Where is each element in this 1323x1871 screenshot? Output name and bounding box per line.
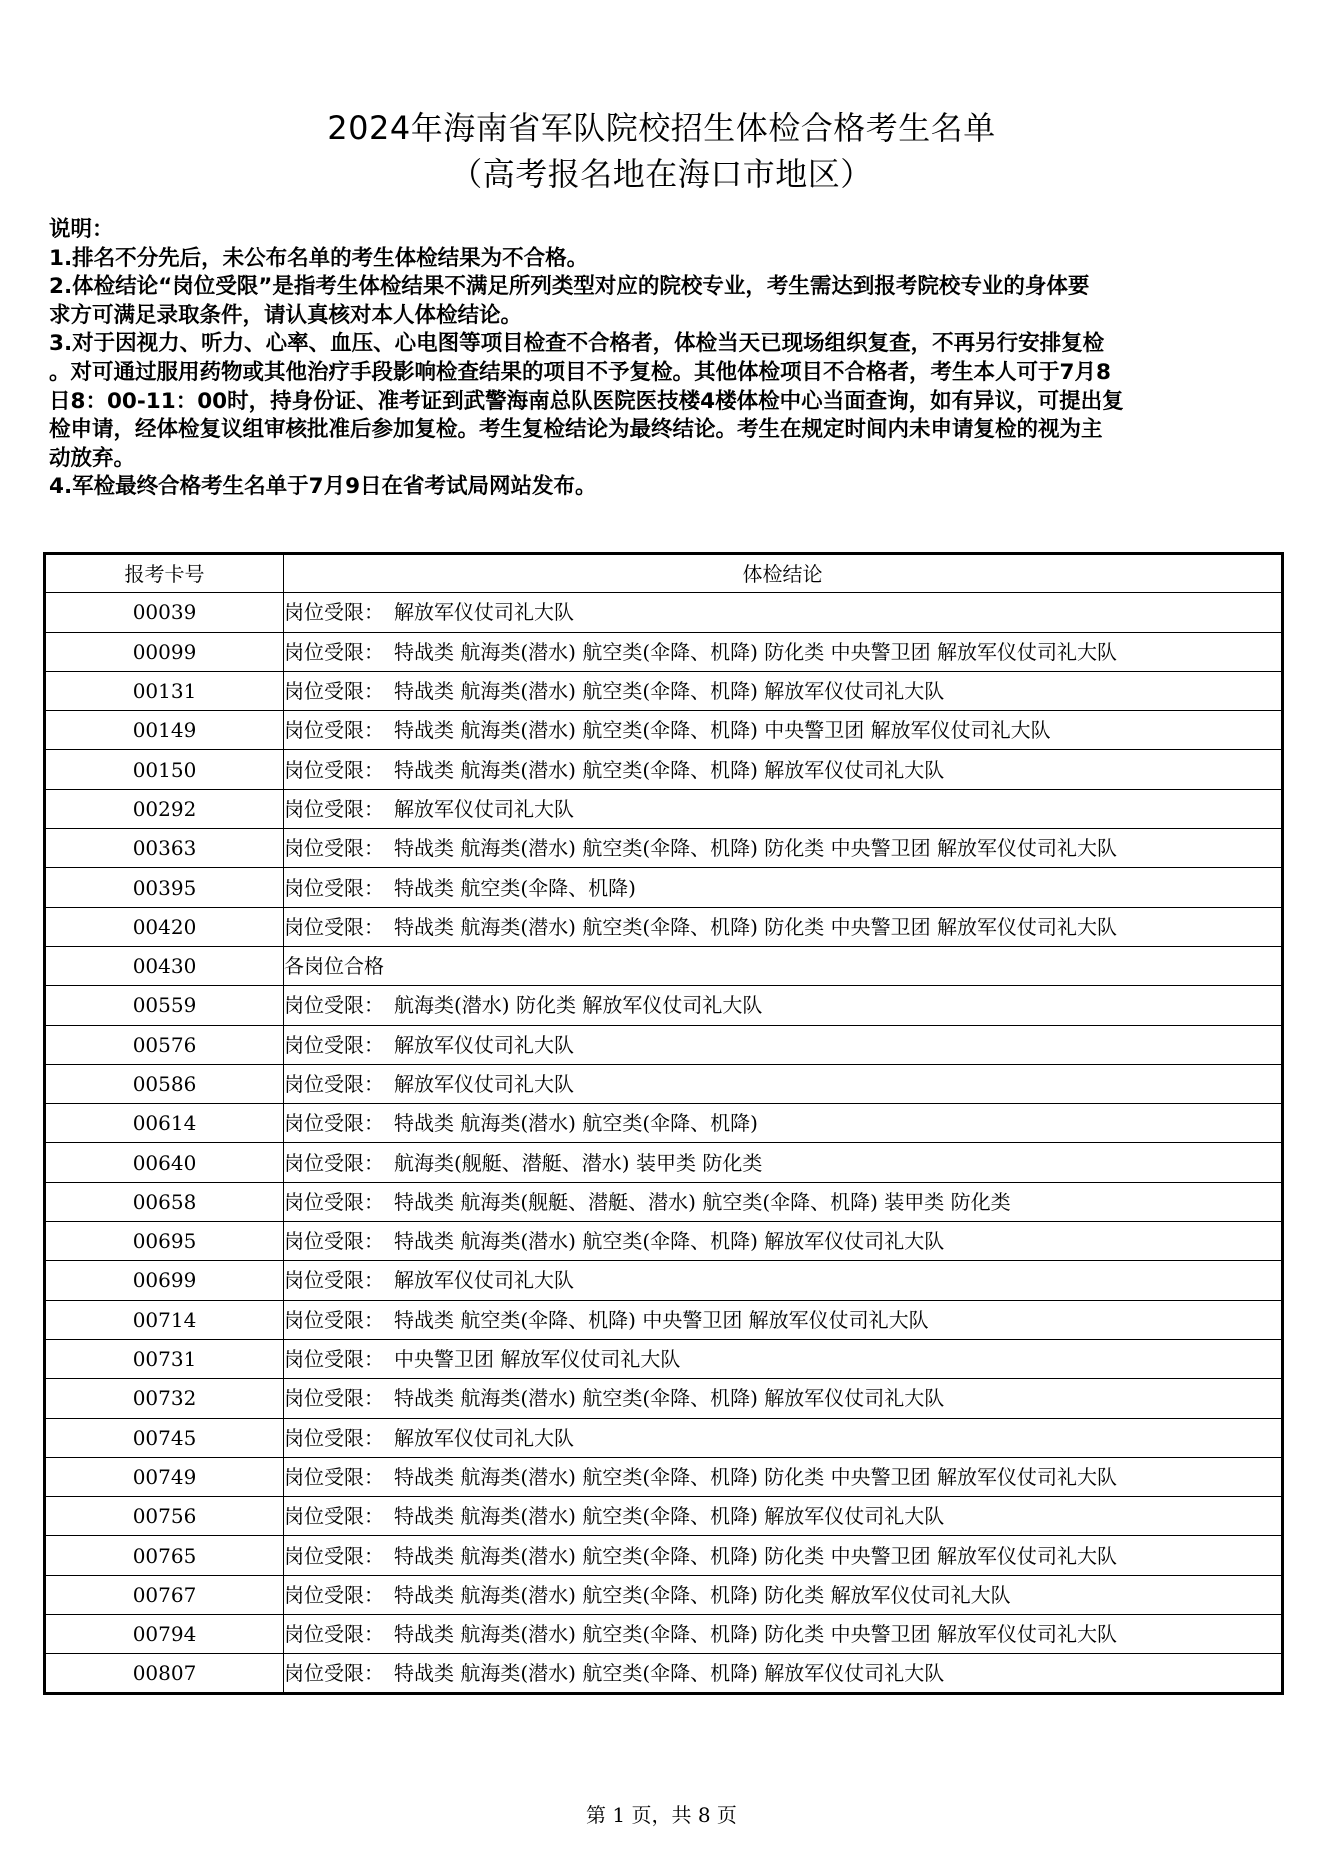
exam-result-cell: 岗位受限： 解放军仪仗司礼大队 [284,593,1283,632]
exam-result-cell: 岗位受限： 特战类 航海类(潜水) 航空类(伞降、机降) 解放军仪仗司礼大队 [284,750,1283,789]
table-row [45,1025,1283,1064]
table-row [45,1654,1283,1693]
table-row [45,1497,1283,1536]
card-number-cell: 00794 [45,1615,284,1654]
exam-result-cell: 岗位受限： 特战类 航海类(潜水) 航空类(伞降、机降) 防化类 中央警卫团 解放军仪仗司礼大队 [284,1536,1283,1575]
exam-result-cell: 岗位受限： 特战类 航海类(潜水) 航空类(伞降、机降) 防化类 中央警卫团 解放军仪仗司礼大队 [284,907,1283,946]
table-row [45,1261,1283,1300]
exam-result-cell: 岗位受限： 特战类 航空类(伞降、机降) [284,868,1283,907]
table-row [45,1182,1283,1221]
exam-result-cell: 岗位受限： 解放军仪仗司礼大队 [284,789,1283,828]
table-row [45,1064,1283,1103]
table-row [45,789,1283,828]
card-number-cell: 00732 [45,1379,284,1418]
notes-heading: 说明： [49,217,114,242]
note-line: 。对可通过服用药物或其他治疗手段影响检查结果的项目不予复检。其他体检项目不合格者，考生本人可于7月8 [49,359,1111,385]
note-line: 3.对于因视力、听力、心率、血压、心电图等项目检查不合格者，体检当天已现场组织复查，不再另行安排复检 [49,331,1105,357]
card-number-cell: 00150 [45,750,284,789]
notes-section [49,216,1275,502]
column-header-card-number: 报考卡号 [45,554,284,593]
exam-result-cell: 岗位受限： 解放军仪仗司礼大队 [284,1261,1283,1300]
table-row [45,1104,1283,1143]
page-number: 第 1 页，共 8 页 [586,1803,737,1827]
table-header-row [45,554,1283,593]
table-body [45,593,1283,1693]
table-row [45,671,1283,710]
note-line: 2.体检结论“岗位受限”是指考生体检结果不满足所列类型对应的院校专业，考生需达到报考院校专业的身体要 [49,274,1090,300]
exam-result-cell: 岗位受限： 特战类 航海类(潜水) 航空类(伞降、机降) 解放军仪仗司礼大队 [284,1222,1283,1261]
card-number-cell: 00149 [45,711,284,750]
table-row [45,986,1283,1025]
column-header-exam-result: 体检结论 [284,554,1283,593]
note-line: 检申请，经体检复议组审核批准后参加复检。考生复检结论为最终结论。考生在规定时间内未申请复检的视为主 [49,417,1103,443]
note-line: 4.军检最终合格考生名单于7月9日在省考试局网站发布。 [49,474,597,500]
card-number-cell: 00363 [45,829,284,868]
table-row [45,632,1283,671]
card-number-cell: 00614 [45,1104,284,1143]
card-number-cell: 00039 [45,593,284,632]
results-table [43,552,1284,1695]
exam-result-cell: 岗位受限： 中央警卫团 解放军仪仗司礼大队 [284,1339,1283,1378]
card-number-cell: 00714 [45,1300,284,1339]
exam-result-cell: 岗位受限： 特战类 航海类(潜水) 航空类(伞降、机降) 解放军仪仗司礼大队 [284,1497,1283,1536]
table-row [45,1615,1283,1654]
exam-result-cell: 岗位受限： 解放军仪仗司礼大队 [284,1418,1283,1457]
card-number-cell: 00099 [45,632,284,671]
exam-result-cell: 岗位受限： 航海类(舰艇、潜艇、潜水) 装甲类 防化类 [284,1143,1283,1182]
card-number-cell: 00395 [45,868,284,907]
card-number-cell: 00420 [45,907,284,946]
exam-result-cell: 岗位受限： 特战类 航海类(潜水) 航空类(伞降、机降) 防化类 中央警卫团 解放军仪仗司礼大队 [284,829,1283,868]
card-number-cell: 00292 [45,789,284,828]
card-number-cell: 00658 [45,1182,284,1221]
table-row [45,711,1283,750]
card-number-cell: 00731 [45,1339,284,1378]
card-number-cell: 00767 [45,1575,284,1614]
table-row [45,1300,1283,1339]
exam-result-cell: 岗位受限： 特战类 航海类(潜水) 航空类(伞降、机降) 防化类 中央警卫团 解放军仪仗司礼大队 [284,1457,1283,1496]
card-number-cell: 00559 [45,986,284,1025]
page-title: 2024年海南省军队院校招生体检合格考生名单 [327,109,996,147]
card-number-cell: 00576 [45,1025,284,1064]
exam-result-cell: 岗位受限： 特战类 航海类(潜水) 航空类(伞降、机降) 解放军仪仗司礼大队 [284,1379,1283,1418]
exam-result-cell: 岗位受限： 特战类 航海类(潜水) 航空类(伞降、机降) 防化类 解放军仪仗司礼大队 [284,1575,1283,1614]
exam-result-cell: 岗位受限： 特战类 航海类(舰艇、潜艇、潜水) 航空类(伞降、机降) 装甲类 防化类 [284,1182,1283,1221]
card-number-cell: 00695 [45,1222,284,1261]
exam-result-cell: 岗位受限： 特战类 航海类(潜水) 航空类(伞降、机降) 中央警卫团 解放军仪仗司礼大队 [284,711,1283,750]
page-subtitle: （高考报名地在海口市地区） [450,155,873,193]
table-row [45,946,1283,985]
card-number-cell: 00699 [45,1261,284,1300]
table-row [45,1575,1283,1614]
card-number-cell: 00430 [45,946,284,985]
table-row [45,1222,1283,1261]
table-row [45,1418,1283,1457]
table-row [45,1143,1283,1182]
exam-result-cell: 岗位受限： 解放军仪仗司礼大队 [284,1064,1283,1103]
exam-result-cell: 岗位受限： 特战类 航海类(潜水) 航空类(伞降、机降) 解放军仪仗司礼大队 [284,1654,1283,1693]
exam-result-cell: 岗位受限： 特战类 航海类(潜水) 航空类(伞降、机降) 防化类 中央警卫团 解放军仪仗司礼大队 [284,1615,1283,1654]
card-number-cell: 00640 [45,1143,284,1182]
card-number-cell: 00586 [45,1064,284,1103]
table-row [45,1457,1283,1496]
table-row [45,593,1283,632]
exam-result-cell: 岗位受限： 特战类 航空类(伞降、机降) 中央警卫团 解放军仪仗司礼大队 [284,1300,1283,1339]
card-number-cell: 00765 [45,1536,284,1575]
card-number-cell: 00749 [45,1457,284,1496]
table-row [45,1536,1283,1575]
note-line: 求方可满足录取条件，请认真核对本人体检结论。 [49,302,523,328]
exam-result-cell: 岗位受限： 特战类 航海类(潜水) 航空类(伞降、机降) [284,1104,1283,1143]
table-row [45,829,1283,868]
exam-result-cell: 岗位受限： 航海类(潜水) 防化类 解放军仪仗司礼大队 [284,986,1283,1025]
exam-result-cell: 岗位受限： 解放军仪仗司礼大队 [284,1025,1283,1064]
exam-result-cell: 岗位受限： 特战类 航海类(潜水) 航空类(伞降、机降) 防化类 中央警卫团 解放军仪仗司礼大队 [284,632,1283,671]
card-number-cell: 00756 [45,1497,284,1536]
exam-result-cell: 岗位受限： 特战类 航海类(潜水) 航空类(伞降、机降) 解放军仪仗司礼大队 [284,671,1283,710]
card-number-cell: 00131 [45,671,284,710]
table-row [45,1339,1283,1378]
note-line: 1.排名不分先后，未公布名单的考生体检结果为不合格。 [49,245,589,271]
table-row [45,907,1283,946]
table-row [45,750,1283,789]
table-row [45,1379,1283,1418]
card-number-cell: 00745 [45,1418,284,1457]
note-line: 动放弃。 [49,445,136,471]
exam-result-cell: 各岗位合格 [284,946,1283,985]
table-row [45,868,1283,907]
note-line: 日8：00-11：00时，持身份证、准考证到武警海南总队医院医技楼4楼体检中心当面查询，如有异议，可提出复 [49,388,1124,414]
card-number-cell: 00807 [45,1654,284,1693]
